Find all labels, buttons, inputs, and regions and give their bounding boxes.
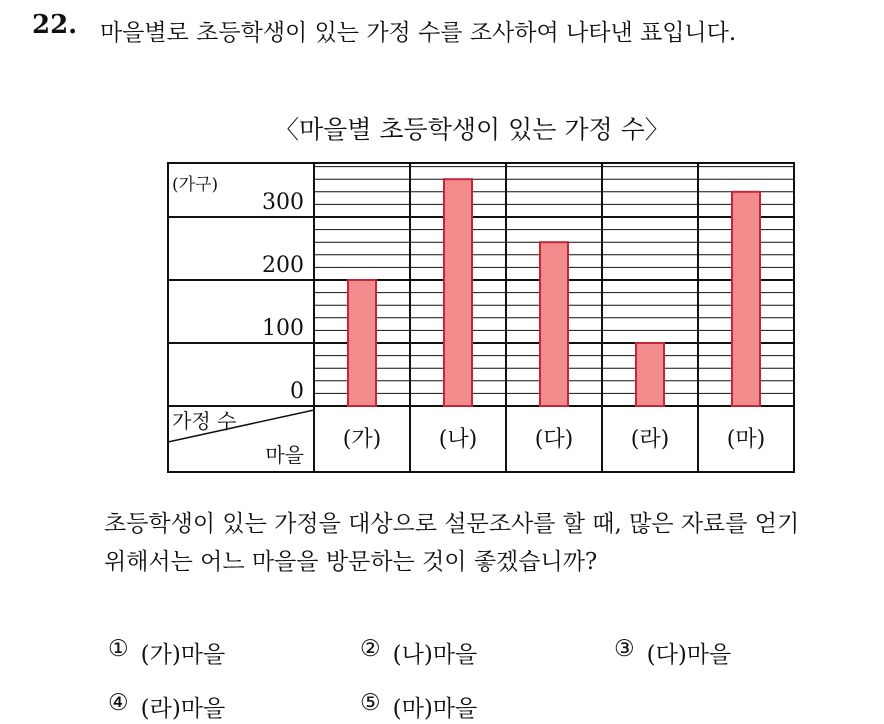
choice-4[interactable] <box>108 690 225 723</box>
choice-5-mark: ⑤ <box>360 690 381 716</box>
y-tick-label: 300 <box>262 190 304 215</box>
bar-5 <box>732 192 760 406</box>
choice-1-mark: ① <box>108 636 129 662</box>
question-prompt <box>104 505 874 581</box>
choice-2[interactable] <box>360 636 477 669</box>
choice-5-label: (마)마을 <box>392 696 478 722</box>
bar-3 <box>540 242 568 406</box>
choice-2-mark: ② <box>360 636 381 662</box>
prompt-line-2: 위해서는 어느 마을을 방문하는 것이 좋겠습니까? <box>104 549 598 575</box>
y-tick-label: 0 <box>290 379 304 404</box>
bar-2 <box>444 179 472 406</box>
choice-3-mark: ③ <box>614 636 635 662</box>
y-tick-label: 200 <box>262 253 304 278</box>
choice-4-label: (라)마을 <box>140 696 226 722</box>
choice-4-mark: ④ <box>108 690 129 716</box>
y-unit-label: (가구) <box>172 175 219 195</box>
category-label: (가) <box>342 427 382 452</box>
choice-1[interactable] <box>108 636 225 669</box>
bar-4 <box>636 343 664 406</box>
category-label: (마) <box>726 427 766 452</box>
choice-3-label: (다)마을 <box>646 642 732 668</box>
question-number: 22. <box>32 10 78 40</box>
corner-top-label: 가정 수 <box>172 409 237 433</box>
choice-2-label: (나)마을 <box>392 642 478 668</box>
choice-1-label: (가)마을 <box>140 642 226 668</box>
bar-1 <box>348 280 376 406</box>
category-label: (라) <box>630 427 670 452</box>
choice-3[interactable] <box>614 636 731 669</box>
corner-bottom-label: 마을 <box>265 443 304 467</box>
chart-title: 〈마을별 초등학생이 있는 가정 수〉 <box>274 115 670 144</box>
category-label: (나) <box>438 427 478 452</box>
category-label: (다) <box>534 427 574 452</box>
y-tick-label: 100 <box>262 316 304 341</box>
question-text: 마을별로 초등학생이 있는 가정 수를 조사하여 나타낸 표입니다. <box>100 20 737 46</box>
choice-5[interactable] <box>360 690 477 723</box>
prompt-line-1: 초등학생이 있는 가정을 대상으로 설문조사를 할 때, 많은 자료를 얻기 <box>104 511 800 537</box>
